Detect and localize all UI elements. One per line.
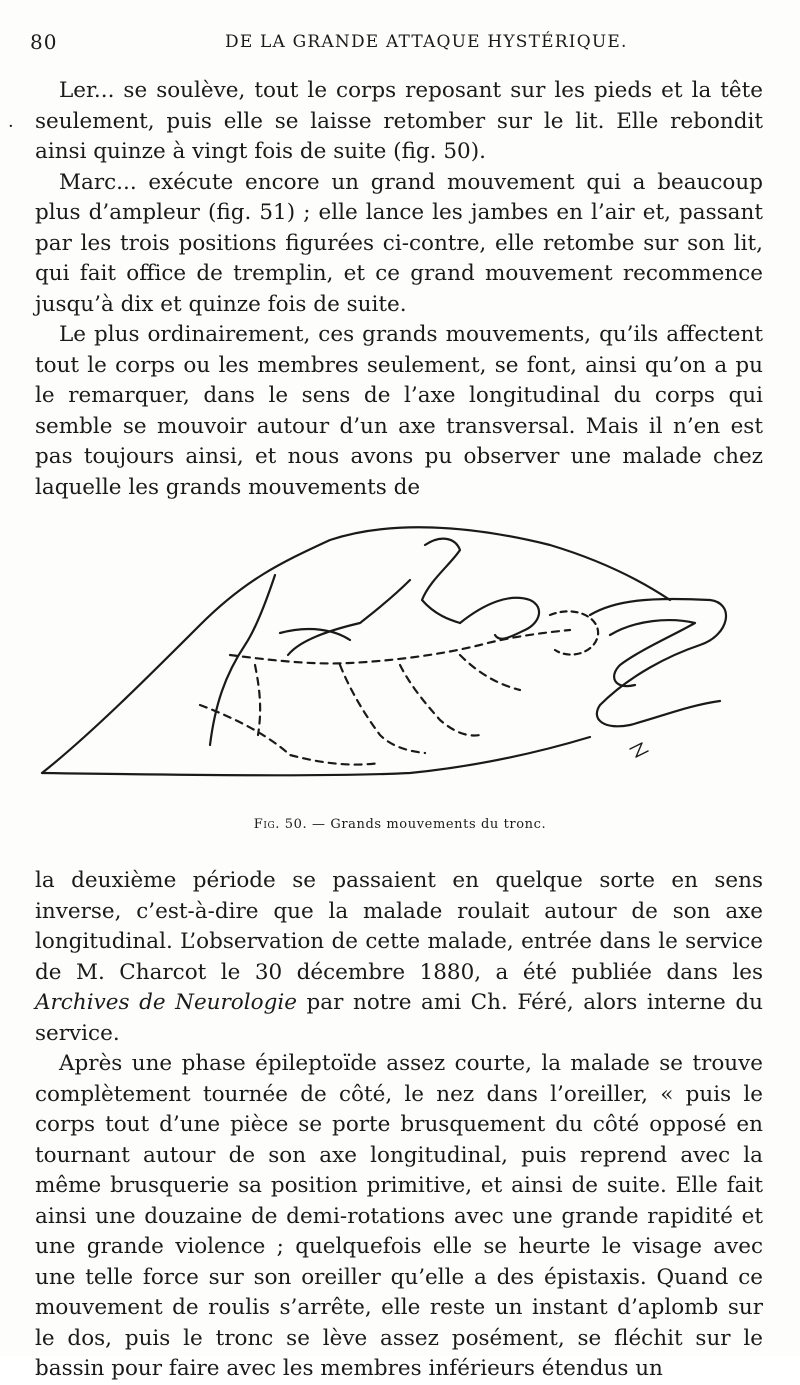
figure-title: Grands mouvements du tronc.	[330, 817, 547, 832]
arm-outline	[288, 580, 410, 655]
paragraph-ler: Ler... se soulève, tout le corps reposant sur les pieds et la tête seulement, puis elle se laisse retomber sur le lit. Elle rebondit ainsi quinze à vingt fois de suite (fig. 50).	[35, 78, 763, 164]
figure-drawing	[30, 505, 770, 795]
continuation-end: par notre ami Ch. Féré, alors interne du service.	[35, 990, 763, 1046]
hair-outline	[590, 599, 726, 726]
dashed-body	[230, 630, 570, 663]
page-number: 80	[30, 30, 58, 54]
leg-outline	[210, 575, 275, 745]
hair-inner	[610, 620, 695, 686]
journal-title: Archives de Neurologie	[35, 990, 297, 1015]
artist-mark	[630, 743, 648, 757]
paragraph-mouvements: Le plus ordinairement, ces grands mouvements, qu’ils affectent tout le corps ou les membres seulement, se font, ainsi qu’on a pu le remarquer, dans le sens de l’axe longitudinal du corps qui semble se mouvoir autour d’un axe transversal. Mais il n’en est pas toujours ainsi, et nous avons pu observer une malade chez laquelle les grands mouvements de	[35, 322, 763, 500]
dashed-limb-b	[400, 665, 480, 735]
text-block-top	[35, 76, 763, 503]
dashed-body-lower	[200, 705, 380, 765]
caption-dash: —	[311, 817, 331, 832]
page-header	[30, 30, 770, 60]
dashed-head	[550, 611, 598, 654]
dashed-limb-c	[460, 655, 520, 690]
figure-label: Fig. 50.	[253, 817, 308, 832]
continuation-text: la deuxième période se passaient en quelque sorte en sens inverse, c’est-à-dire que la malade roulait autour de son axe longitudinal. L’observation de cette malade, entrée dans le service de M. Charcot le 30 décembre 1880, a été publiée dans les	[35, 868, 763, 985]
running-head: DE LA GRANDE ATTAQUE HYSTÉRIQUE.	[225, 32, 628, 52]
text-block-bottom	[35, 866, 763, 1385]
paragraph-apres: Après une phase épileptoïde assez courte, la malade se trouve complètement tournée de côté, le nez dans l’oreiller, « puis le corps tout d’une pièce se porte brusquement du côté opposé en tournant autour de son axe longitudinal, puis reprend avec la même brusquerie sa position primitive, et ainsi de suite. Elle fait ainsi une douzaine de demi-rotations avec une grande rapidité et une grande violence ; quelquefois elle se heurte le visage avec une telle force sur son oreiller qu’elle a des épistaxis. Quand ce mouvement de roulis s’arrête, elle reste un instant d’aplomb sur le dos, puis le tronc se lève assez posément, se fléchit sur le bassin pour faire avec les membres inférieurs étendus un	[35, 1051, 763, 1381]
hand-outline	[460, 598, 539, 639]
margin-mark: ·	[8, 116, 14, 137]
dashed-arm	[255, 665, 260, 735]
leg-inner	[280, 629, 350, 640]
figure-caption	[0, 817, 800, 832]
paragraph-continuation	[35, 866, 763, 1049]
figure-illustration	[30, 505, 770, 795]
body-outline	[42, 527, 670, 773]
dashed-limb-a	[340, 665, 425, 753]
head-outline	[422, 539, 460, 623]
paragraph-marc: Marc... exécute encore un grand mouvement qui a beaucoup plus d’ampleur (fig. 51) ; elle lance les jambes en l’air et, passant par les trois positions figurées ci-contre, elle retombe sur son lit, qui fait office de tremplin, et ce grand mouvement recommence jusqu’à dix et quinze fois de suite.	[35, 169, 763, 317]
base-outline	[42, 737, 590, 775]
